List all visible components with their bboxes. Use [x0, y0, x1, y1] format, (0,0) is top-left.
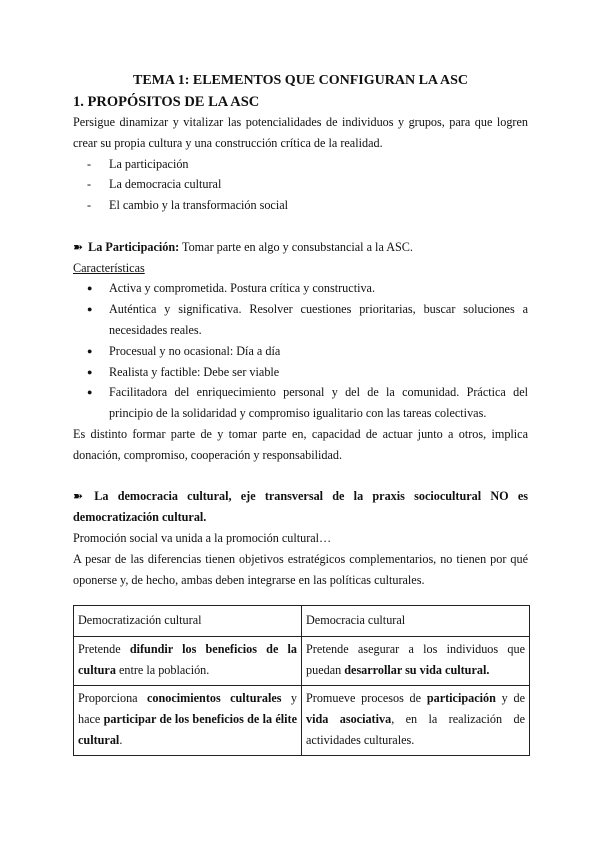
arrow-icon: ➽ [73, 239, 84, 254]
table-header-cell: Democratización cultural [74, 606, 302, 637]
table-cell: Proporciona conocimientos culturales y hace participar de los beneficios de la élite cultural. [74, 686, 302, 756]
list-item: ● Realista y factible: Debe ser viable [73, 362, 528, 383]
list-item: - La participación [73, 154, 528, 175]
table-cell: Promueve procesos de participación y de vida asociativa, en la realización de actividades culturales. [302, 686, 530, 756]
participacion-text: Tomar parte en algo y consubstancial a la ASC. [179, 239, 413, 254]
table-row [74, 686, 530, 756]
arrow-icon: ➽ [73, 489, 84, 504]
democracia-heading-text: La democracia cultural, eje transversal de la praxis sociocultural NO es democratización cultural. [73, 489, 528, 525]
document-page [73, 68, 528, 756]
democracia-line2: A pesar de las diferencias tienen objetivos estratégicos complementarios, no tienen por qué oponerse y, de hecho, ambas deben integrarse en las políticas culturales. [73, 551, 528, 587]
document-title: TEMA 1: ELEMENTOS QUE CONFIGURAN LA ASC [132, 73, 468, 88]
comparison-table [73, 605, 530, 756]
caracteristicas-label: Características [73, 260, 145, 275]
intro-paragraph: Persigue dinamizar y vitalizar las potencialidades de individuos y grupos, para que logren crear su propia cultura y una construcción crítica de la realidad. [73, 115, 528, 150]
participacion-label: La Participación: [88, 239, 180, 254]
list-item: - La democracia cultural [73, 174, 528, 195]
democracia-line1: Promoción social va unida a la promoción cultural… [73, 530, 332, 545]
table-cell: Pretende difundir los beneficios de la cultura entre la población. [74, 637, 302, 686]
table-row [74, 606, 530, 637]
list-item: ● Facilitadora del enriquecimiento personal y del de la comunidad. Práctica del principio de la solidaridad y compromiso igualitario con las tareas colectivas. [73, 382, 528, 424]
table-row [74, 637, 530, 686]
caracteristicas-list [73, 278, 528, 424]
table-header-cell: Democracia cultural [302, 606, 530, 637]
list-item: - El cambio y la transformación social [73, 195, 528, 216]
purposes-list [73, 154, 528, 216]
democracia-heading [73, 486, 528, 528]
table-cell: Pretende asegurar a los individuos que puedan desarrollar su vida cultural. [302, 637, 530, 686]
participacion-closing: Es distinto formar parte de y tomar parte en, capacidad de actuar junto a otros, implica donación, compromiso, cooperación y responsabilidad. [73, 426, 528, 462]
list-item: ● Activa y comprometida. Postura crítica y constructiva. [73, 278, 528, 299]
participacion-heading [73, 237, 528, 258]
section-heading: 1. PROPÓSITOS DE LA ASC [73, 94, 260, 110]
list-item: ● Auténtica y significativa. Resolver cuestiones prioritarias, buscar soluciones a necesidades reales. [73, 299, 528, 341]
list-item: ● Procesual y no ocasional: Día a día [73, 341, 528, 362]
